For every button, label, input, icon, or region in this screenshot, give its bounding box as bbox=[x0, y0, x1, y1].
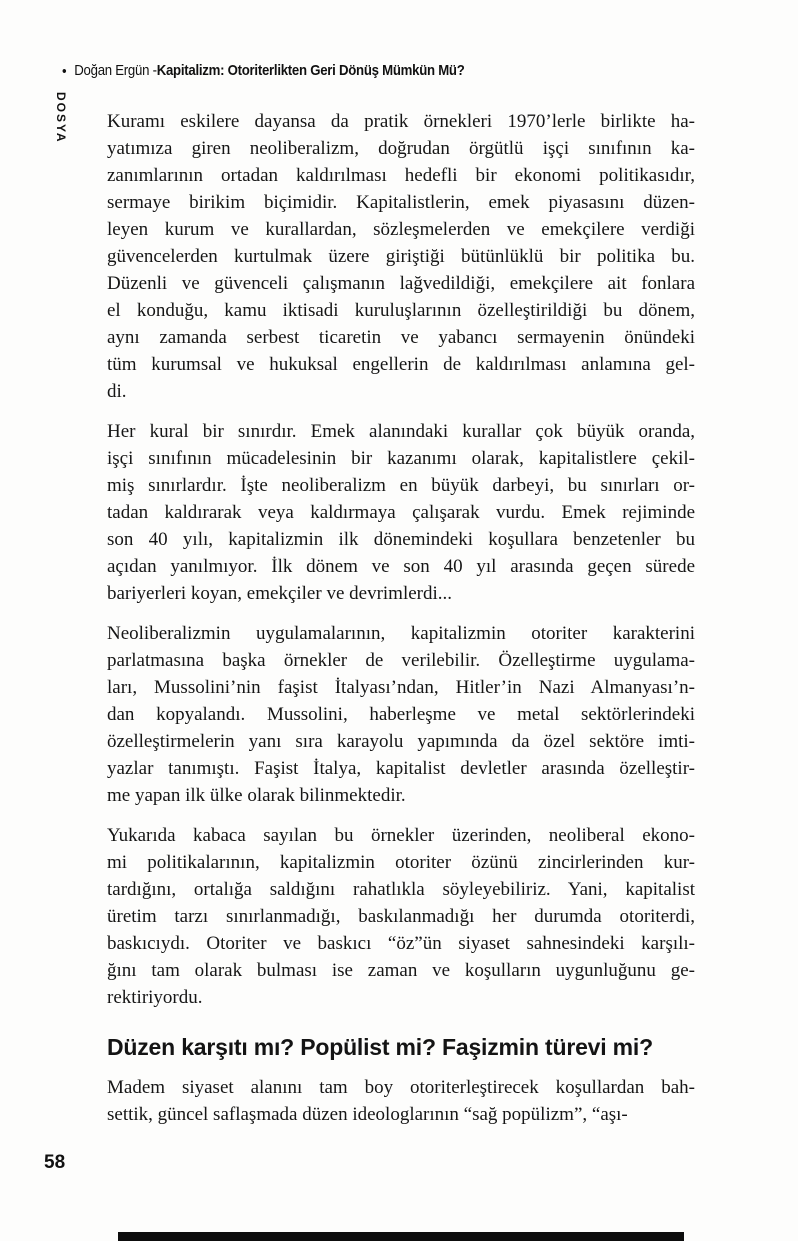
text-line: el konduğu, kamu iktisadi kuruluşlarının özelleştirildiği bu dönem, bbox=[107, 300, 695, 321]
text-line: miş sınırlardır. İşte neoliberalizm en büyük darbeyi, bu sınırları or- bbox=[107, 475, 695, 496]
text-line: baskıcıydı. Otoriter ve baskıcı “öz”ün siyaset sahnesindeki karşılı- bbox=[107, 933, 695, 954]
text-line: özelleştirmelerin yanı sıra karayolu yapımında da özel sektöre imti- bbox=[107, 731, 695, 752]
text-line: son 40 yılı, kapitalizmin ilk dönemindeki koşullara benzetenler bu bbox=[107, 529, 695, 550]
text-line: işçi sınıfının mücadelesinin bir kazanımı olarak, kapitalistlere çekil- bbox=[107, 448, 695, 469]
section-label-dosya: DOSYA bbox=[54, 92, 68, 144]
body-text-column bbox=[107, 108, 695, 1141]
text-line: yazlar tanımıştı. Faşist İtalya, kapitalist devletler arasında özelleştir- bbox=[107, 758, 695, 779]
text-line: Düzenli ve güvenceli çalışmanın lağvedildiği, emekçilere ait fonlara bbox=[107, 273, 695, 294]
page-number: 58 bbox=[44, 1152, 66, 1173]
text-line: tadan kaldırarak veya kaldırmaya çalışarak vurdu. Emek rejiminde bbox=[107, 502, 695, 523]
text-line: açıdan yanılmıyor. İlk dönem ve son 40 yıl arasında geçen sürede bbox=[107, 556, 695, 577]
text-line: me yapan ilk ülke olarak bilinmektedir. bbox=[107, 785, 406, 806]
header-author: Doğan Ergün - bbox=[74, 62, 157, 79]
text-line: yatımıza giren neoliberalizm, doğrudan örgütlü işçi sınıfının ka- bbox=[107, 138, 695, 159]
text-line: Her kural bir sınırdır. Emek alanındaki kurallar çok büyük oranda, bbox=[107, 421, 695, 442]
bullet-icon: • bbox=[62, 63, 67, 80]
text-line: Yukarıda kabaca sayılan bu örnekler üzerinden, neoliberal ekono- bbox=[107, 825, 695, 846]
paragraph bbox=[107, 418, 695, 607]
text-line: tüm kurumsal ve hukuksal engellerin de kaldırılması anlamına gel- bbox=[107, 354, 695, 375]
text-line: dan kopyalandı. Mussolini, haberleşme ve metal sektörlerindeki bbox=[107, 704, 695, 725]
bottom-decorative-bar bbox=[118, 1232, 684, 1241]
paragraph bbox=[107, 822, 695, 1011]
text-line: leyen kurum ve kurallardan, sözleşmelerden ve emekçilere verdiği bbox=[107, 219, 695, 240]
text-line: bariyerleri koyan, emekçiler ve devrimlerdi... bbox=[107, 583, 453, 604]
text-line: ğını tam olarak bulması ise zaman ve koşulların uygunluğunu ge- bbox=[107, 960, 695, 981]
text-line: tardığını, ortalığa saldığını rahatlıkla söyleyebiliriz. Yani, kapitalist bbox=[107, 879, 695, 900]
text-line: rektiriyordu. bbox=[107, 987, 203, 1008]
header-article-title: Kapitalizm: Otoriterlikten Geri Dönüş Mümkün Mü? bbox=[156, 62, 465, 79]
paragraph bbox=[107, 620, 695, 809]
text-line: zanımlarının ortadan kaldırılması hedefli bir ekonomi politikasıdır, bbox=[107, 165, 695, 186]
text-line: aynı zamanda serbest ticaretin ve yabancı sermayenin önündeki bbox=[107, 327, 695, 348]
text-line: güvencelerden kurtulmak üzere giriştiği bütünlüklü bir politika bu. bbox=[107, 246, 695, 267]
text-line: ları, Mussolini’nin faşist İtalyası’ndan, Hitler’in Nazi Almanyası’n- bbox=[107, 677, 695, 698]
text-line: mi politikalarının, kapitalizmin otoriter özünü zincirlerinden kur- bbox=[107, 852, 695, 873]
text-line: Kuramı eskilere dayansa da pratik örnekleri 1970’lerle birlikte ha- bbox=[107, 111, 695, 132]
text-line: Madem siyaset alanını tam boy otoriterleştirecek koşullardan bah- bbox=[107, 1077, 695, 1098]
running-header bbox=[62, 62, 465, 79]
text-line: settik, güncel saflaşmada düzen ideologlarının “sağ popülizm”, “aşı- bbox=[107, 1104, 628, 1125]
paragraph bbox=[107, 108, 695, 405]
text-line: parlatmasına başka örnekler de verilebilir. Özelleştirme uygulama- bbox=[107, 650, 695, 671]
text-line: sermaye birikim biçimidir. Kapitalistlerin, emek piyasasını düzen- bbox=[107, 192, 695, 213]
text-line: üretim tarzı sınırlanmadığı, baskılanmadığı her durumda otoriterdi, bbox=[107, 906, 695, 927]
paragraph bbox=[107, 1074, 695, 1128]
text-line: Neoliberalizmin uygulamalarının, kapitalizmin otoriter karakterini bbox=[107, 623, 695, 644]
section-heading: Düzen karşıtı mı? Popülist mi? Faşizmin türevi mi? bbox=[107, 1034, 653, 1060]
text-line: di. bbox=[107, 381, 127, 402]
